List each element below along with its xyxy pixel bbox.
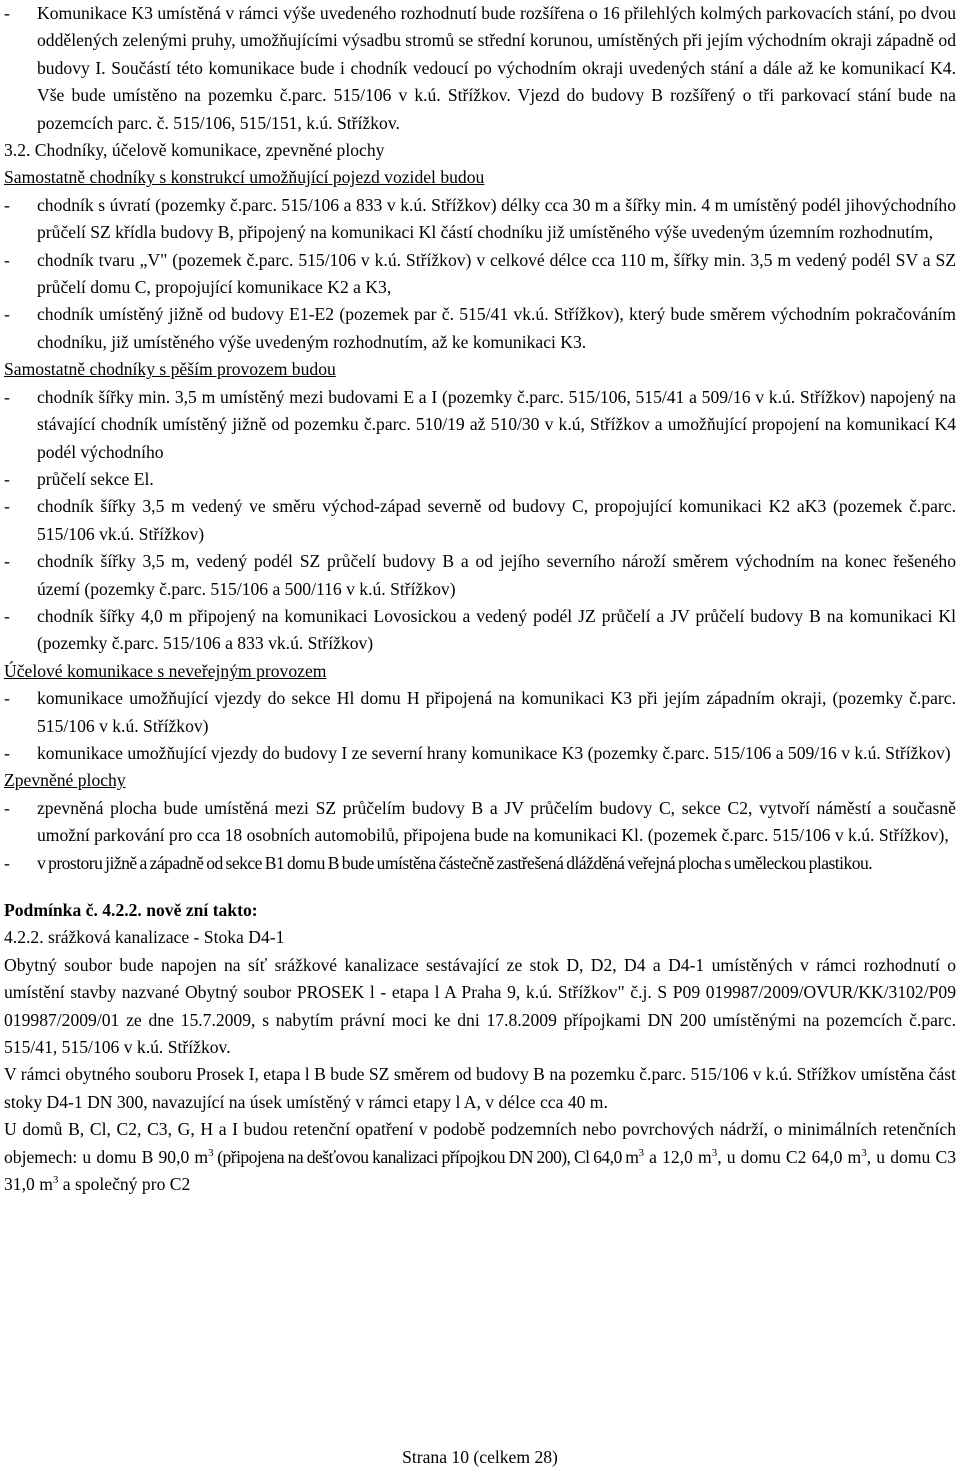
bullet-dash: - — [4, 3, 10, 23]
list-item — [4, 192, 956, 247]
list-item-text: zpevněná plocha bude umístěná mezi SZ průčelím budovy B a JV průčelím budovy C, sekce C2, vytvoří náměstí a současně umožní parkování pro cca 18 osobních automobilů, připojena bude na komunikaci Kl. (pozemek č.parc. 515/106 v k.ú. Střížkov), — [37, 797, 956, 846]
page-footer: Strana 10 (celkem 28) — [402, 1447, 558, 1467]
list-item — [4, 685, 956, 740]
list-item — [4, 301, 956, 356]
text-run: , u domu C3 31,0 m — [4, 1146, 956, 1195]
bullet-dash: - — [4, 688, 10, 709]
list-item — [4, 466, 956, 493]
superscript: 3 — [208, 1146, 214, 1159]
bullet-dash: - — [4, 249, 10, 270]
list-item-text: chodník šířky min. 3,5 m umístěný mezi budovami E a I (pozemky č.parc. 515/106, 515/41 a 509/16 v k.ú. Střížkov) napojený na stávající chodník umístěný jižně od pozemku č.parc. 510/19 až 510/30 v k.ú, Střížkov a umožňující propojení na komunikací K4 podél východního — [37, 386, 956, 462]
text-run: a společný pro C2 — [58, 1174, 191, 1195]
spacer — [4, 877, 956, 897]
section-number: 3.2. — [4, 140, 31, 161]
list-item-text: komunikace umožňující vjezdy do sekce Hl domu H připojená na komunikaci K3 při jejím západním okraji, (pozemky č.parc. 515/106 v k.ú. Střížkov) — [37, 688, 956, 736]
list-item-text: Komunikace K3 umístěná v rámci výše uvedeného rozhodnutí bude rozšířena o 16 přilehlých kolmých parkovacích stání, po dvou oddělených zelenými pruhy, umožňujícími výsadbu stromů se střední korunou, umístěných při jejím východním okraji západně od budovy I. Součástí této komunikace bude i chodník vedoucí po východním okraji uvedených stání a dále až ke komunikací K4. Vše bude umístěno na pozemku č.parc. 515/106 v k.ú. Střížkov. Vjezd do budovy B rozšířený o tři parkovací stání bude na pozemcích parc. č. 515/106, 515/151, k.ú. Střížkov. — [37, 3, 956, 133]
bullet-dash: - — [4, 797, 10, 818]
list-item-text: průčelí sekce El. — [37, 468, 154, 489]
list-item — [4, 493, 956, 548]
superscript: 3 — [711, 1146, 718, 1159]
bullet-dash: - — [4, 386, 10, 407]
bullet-dash: - — [4, 194, 10, 215]
superscript: 3 — [52, 1174, 59, 1187]
subheading-vehicle-sidewalks: Samostatně chodníky s konstrukcí umožňující pojezd vozidel budou — [4, 167, 485, 188]
section-title: Chodníky, účelově komunikace, zpevněné plochy — [34, 140, 385, 161]
list-item-text: chodník tvaru „V" (pozemek č.parc. 515/106 v k.ú. Střížkov) v celkové délce cca 110 m, šířky min. 3,5 m vedený podél SV a SZ průčelí domu C, propojující komunikace K2 a K3, — [37, 249, 956, 298]
list-item — [4, 548, 956, 603]
bullet-dash: - — [4, 496, 10, 517]
list-item — [4, 795, 956, 850]
list-item — [4, 384, 956, 466]
condition-subheading: 4.2.2. srážková kanalizace - Stoka D4-1 — [4, 927, 285, 948]
bullet-dash: - — [4, 304, 10, 325]
text-run: U domů B, Cl, C2, C3, G, H a I budou retenční opatření v podobě podzemních nebo povrchových nádrží, o minimálních retenčních objemech: u domu B 90,0 m — [4, 1119, 956, 1167]
paragraph: V rámci obytného souboru Prosek I, etapa l B bude SZ směrem od budovy B na pozemku č.parc. 515/106 v k.ú. Střížkov umístěna část stoky D4-1 DN 300, navazující na úsek umístěný v rámci etapy l A, v délce cca 40 m. — [4, 1064, 956, 1112]
text-run: , u domu C2 64,0 m — [717, 1146, 862, 1167]
paragraph-retention — [4, 1116, 956, 1198]
list-item — [4, 850, 956, 877]
text-run: (připojena na dešťovou kanalizaci přípojkou DN 200), Cl 64,0 m — [213, 1146, 639, 1167]
subheading-pedestrian-sidewalks: Samostatně chodníky s pěším provozem budou — [4, 359, 336, 380]
document-page — [4, 0, 956, 1198]
list-item-text: v prostoru jižně a západně od sekce B1 domu B bude umístěna částečně zastřešená dlážděná veřejná plocha s uměleckou plastikou. — [37, 852, 873, 873]
list-item-text: chodník s úvratí (pozemky č.parc. 515/106 a 833 v k.ú. Střížkov) délky cca 30 m a šířky min. 4 m umístěný podél jihovýchodního průčelí SZ křídla budovy B, připojený na komunikaci Kl částí chodníku již umístěného výše uvedeným územním rozhodnutím, — [37, 194, 956, 243]
paragraph: Obytný soubor bude napojen na síť srážkové kanalizace sestávající ze stok D, D2, D4 a D4-1 umístěných v rámci rozhodnutí o umístění stavby nazvané Obytný soubor PROSEK l - etapa l A Praha 9, k.ú. Střížkov" č.j. S P09 019987/2009/OVUR/KK/3102/P09 019987/2009/01 ze dne 15.7.2009, s nabytím právní moci ke dni 17.8.2009 přípojkami DN 200 umístěnými na pozemcích č.parc. 515/41, 515/106 v k.ú. Střížkov. — [4, 954, 956, 1058]
list-item — [4, 740, 956, 767]
list-item-text: chodník šířky 3,5 m vedený ve směru východ-západ severně od budovy C, propojující komunikaci K2 aK3 (pozemek č.parc. 515/106 vk.ú. Střížkov) — [37, 496, 956, 544]
superscript: 3 — [861, 1146, 867, 1159]
list-item-text: chodník šířky 4,0 m připojený na komunikaci Lovosickou a vedený podél JZ průčelí a JV průčelí budovy B na komunikaci Kl (pozemky č.parc. 515/106 a 833 vk.ú. Střížkov) — [37, 605, 956, 654]
bullet-dash: - — [4, 742, 10, 763]
bullet-dash: - — [4, 852, 10, 873]
subheading-paved-areas: Zpevněné plochy — [4, 770, 126, 791]
superscript: 3 — [638, 1146, 644, 1159]
list-item — [4, 247, 956, 302]
section-heading — [4, 137, 956, 164]
list-item-text: chodník umístěný jižně od budovy E1-E2 (pozemek par č. 515/41 vk.ú. Střížkov), který bude směrem východním pokračováním chodníku, již umístěného výše uvedeným rozhodnutím, až ke komunikaci K3. — [37, 304, 956, 352]
subheading-service-roads: Účelové komunikace s neveřejným provozem — [4, 660, 327, 681]
list-item-text: chodník šířky 3,5 m, vedený podél SZ průčelí budovy B a od jejího severního nároží směrem východním na konec řešeného území (pozemky č.parc. 515/106 a 500/116 v k.ú. Střížkov) — [37, 551, 956, 599]
list-item-text: komunikace umožňující vjezdy do budovy I ze severní hrany komunikace K3 (pozemky č.parc. 515/106 a 509/16 v k.ú. Střížkov) — [37, 742, 951, 763]
bullet-dash: - — [4, 468, 10, 489]
condition-heading: Podmínka č. 4.2.2. nově zní takto: — [4, 900, 258, 920]
bullet-dash: - — [4, 551, 10, 572]
text-run: a 12,0 m — [643, 1146, 712, 1167]
list-item — [4, 603, 956, 658]
list-item-k3-parking — [4, 0, 956, 137]
bullet-dash: - — [4, 605, 10, 626]
